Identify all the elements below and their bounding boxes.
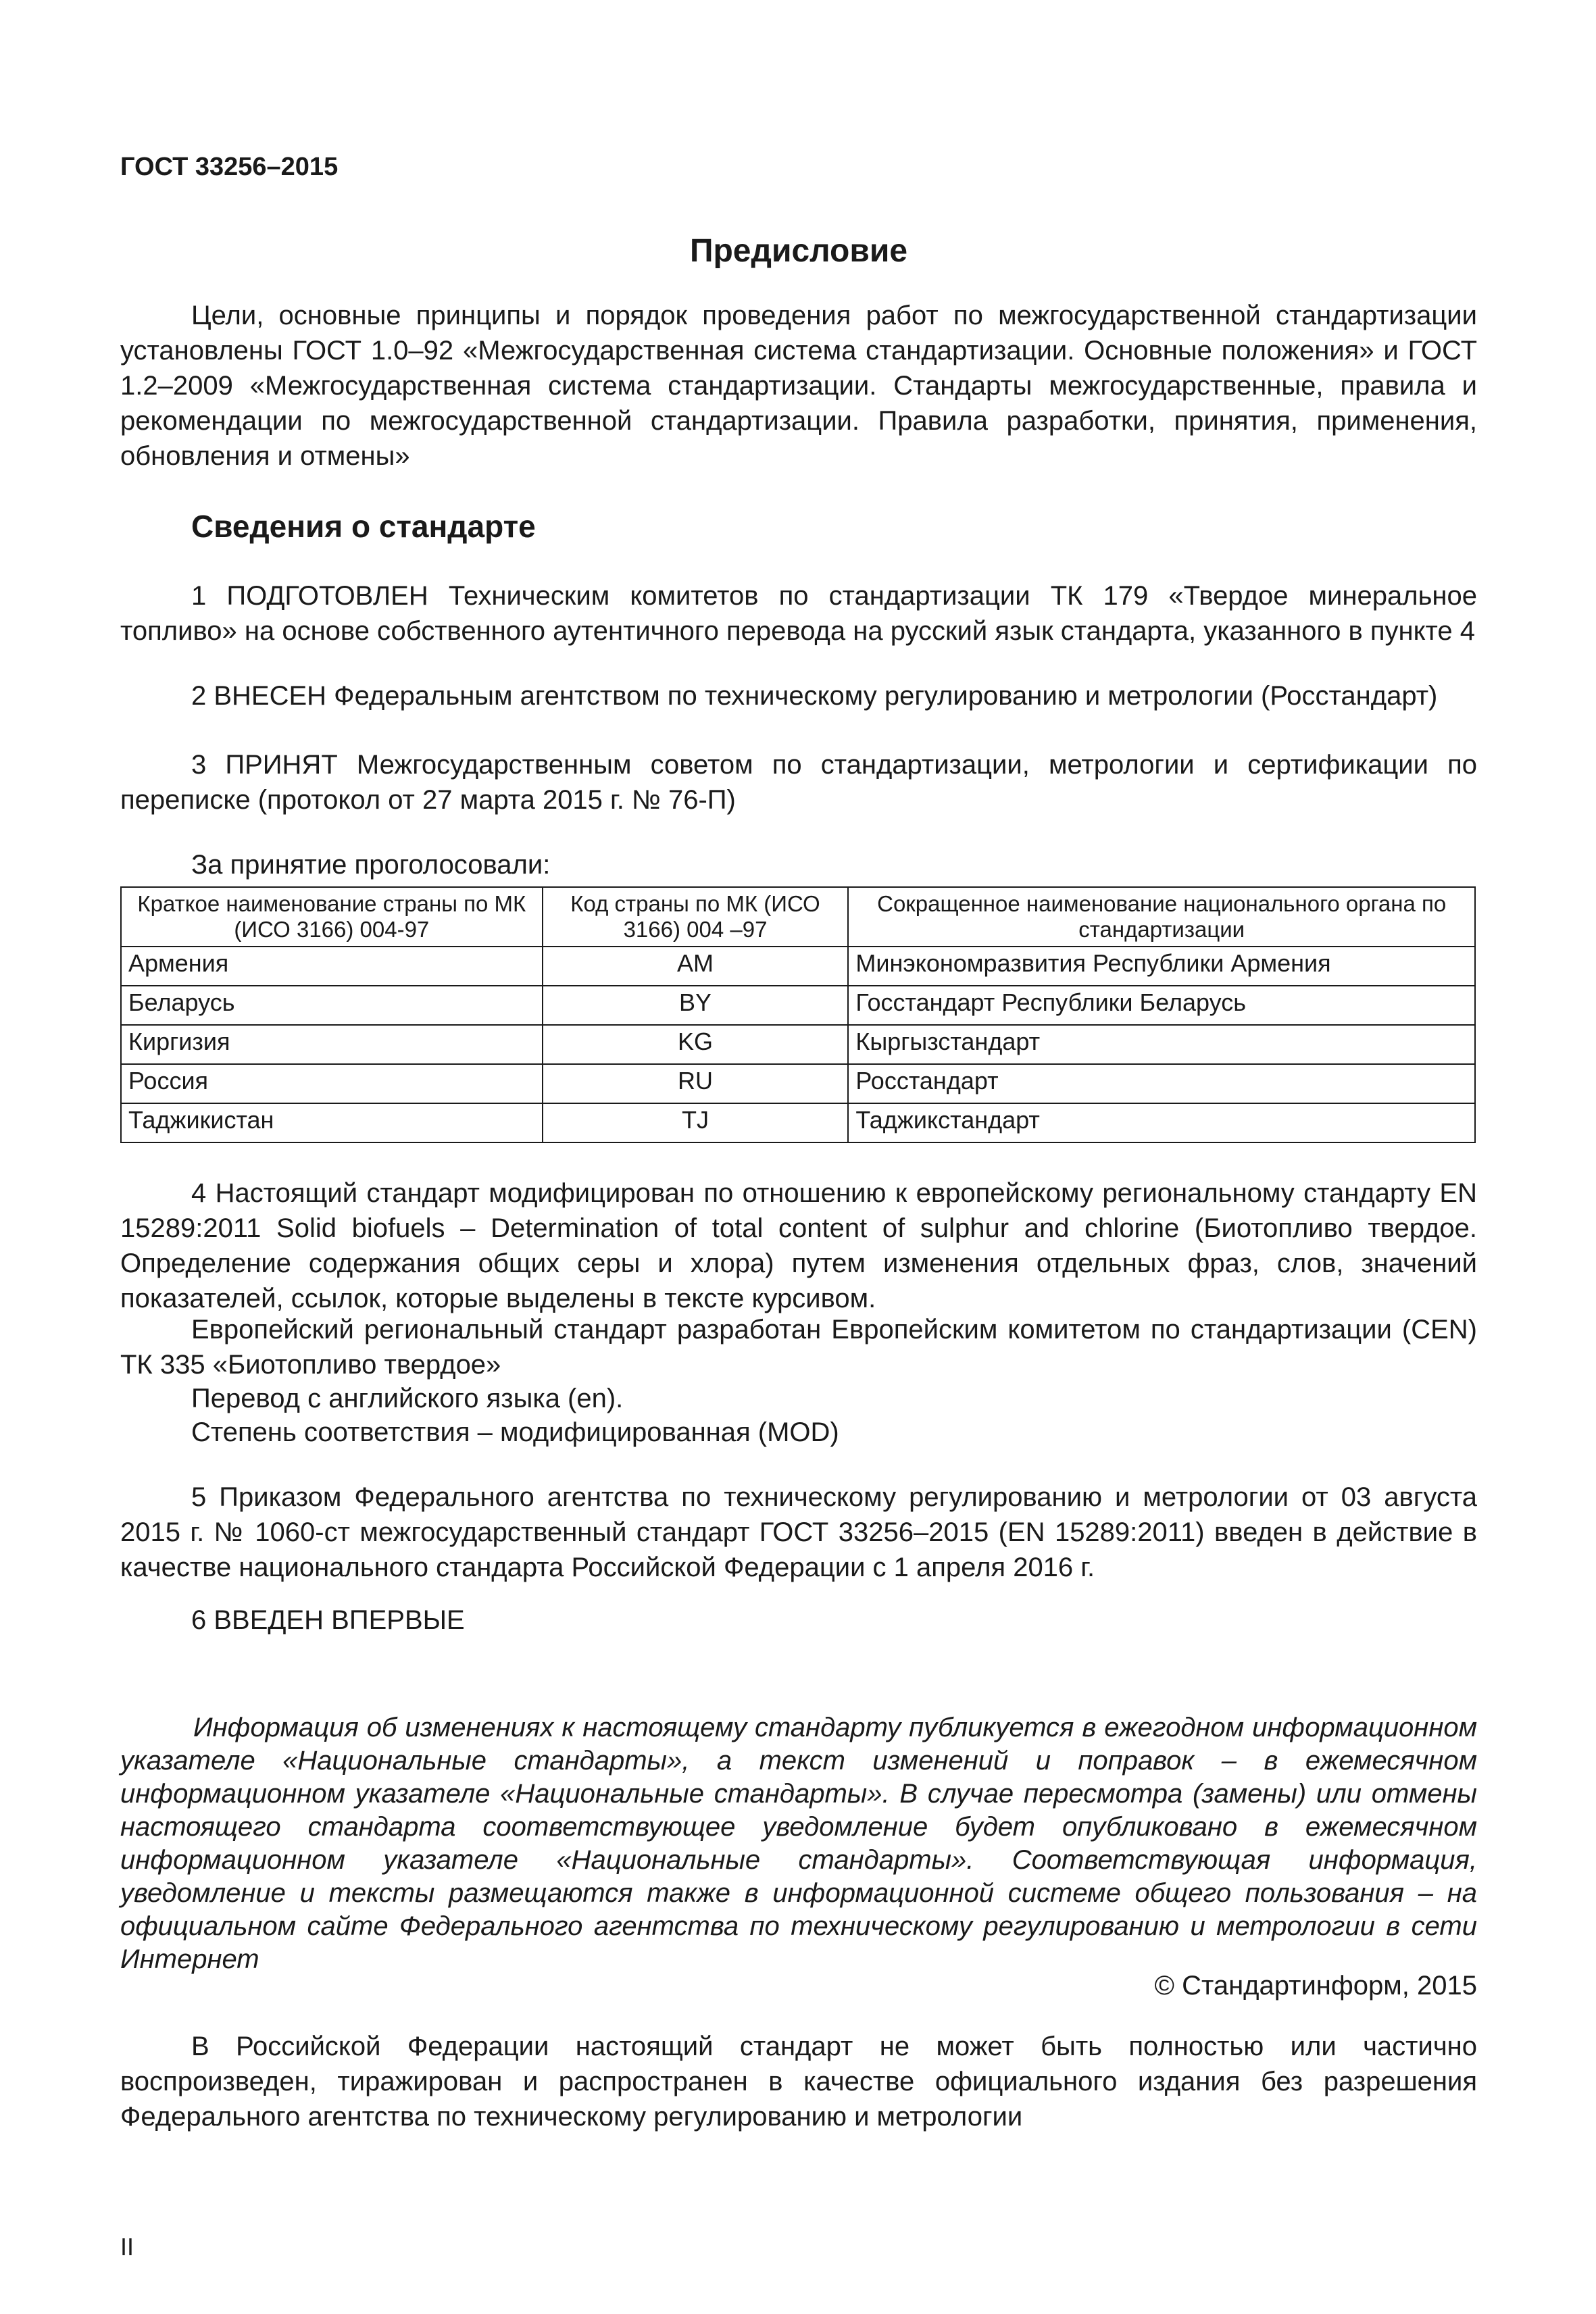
- country-name-cell: Армения: [121, 947, 543, 986]
- header-country-name: Краткое наименование страны по МК (ИСО 3166) 004-97: [121, 887, 543, 947]
- national-body-cell: Росстандарт: [848, 1064, 1475, 1103]
- voted-label: За принятие проголосовали:: [191, 850, 551, 880]
- copyright-line: © Стандартинформ, 2015: [1154, 1971, 1477, 2001]
- country-code-cell: BY: [543, 986, 849, 1025]
- info-item-4: 4 Настоящий стандарт модифицирован по отношению к европейскому региональному стандарту EN 15289:2011 Solid biofuels – Determination of total content of sulphur and chlorine (Биотопливо твердое. Определение содержания общих серы и хлора) путем изменения отдельных фраз, слов, значений показателей, ссылок, которые выделены в тексте курсивом.: [120, 1178, 1477, 1313]
- info-item-4-cen: Европейский региональный стандарт разработан Европейским комитетом по стандартизации (CEN) ТК 335 «Биотопливо твердое»: [120, 1315, 1477, 1380]
- info-title: Сведения о стандарте: [191, 509, 536, 544]
- preface-title: Предисловие: [689, 233, 908, 269]
- info-item-6: 6 ВВЕДЕН ВПЕРВЫЕ: [191, 1605, 465, 1635]
- reproduction-notice: В Российской Федерации настоящий стандарт не может быть полностью или частично воспроизведен, тиражирован и распространен в качестве официального издания без разрешения Федерального агентства по техническому регулированию и метрологии: [120, 2032, 1477, 2132]
- info-item-5: 5 Приказом Федерального агентства по техническому регулированию и метрологии от 03 августа 2015 г. № 1060-ст межгосударственный стандарт ГОСТ 33256–2015 (EN 15289:2011) введен в действие в качестве национального стандарта Российской Федерации с 1 апреля 2016 г.: [120, 1482, 1477, 1582]
- table-row: [121, 1064, 1475, 1103]
- table-row: [121, 1025, 1475, 1064]
- voting-table: [120, 886, 1476, 1143]
- country-code-cell: RU: [543, 1064, 849, 1103]
- country-name-cell: Беларусь: [121, 986, 543, 1025]
- table-header-row: [121, 887, 1475, 947]
- table-row: [121, 947, 1475, 986]
- info-item-1: 1 ПОДГОТОВЛЕН Техническим комитетов по стандартизации ТК 179 «Твердое минеральное топливо» на основе собственного аутентичного перевода на русский язык стандарта, указанного в пункте 4: [120, 581, 1477, 646]
- national-body-cell: Минэкономразвития Республики Армения: [848, 947, 1475, 986]
- table-row: [121, 986, 1475, 1025]
- amendments-notice: Информация об изменениях к настоящему стандарту публикуется в ежегодном информационном указателе «Национальные стандарты», а текст изменений и поправок – в ежемесячном информационном указателе «Национальные стандарты». В случае пересмотра (замены) или отмены настоящего стандарта соответствующее уведомление будет опубликовано в ежемесячном информационном указателе «Национальные стандарты». Соответствующая информация, уведомление и тексты размещаются также в информационной системе общего пользования – на официальном сайте Федерального агентства по техническому регулированию и метрологии в сети Интернет: [120, 1713, 1477, 1974]
- country-code-cell: KG: [543, 1025, 849, 1064]
- country-code-cell: TJ: [543, 1103, 849, 1142]
- info-item-3: 3 ПРИНЯТ Межгосударственным советом по стандартизации, метрологии и сертификации по переписке (протокол от 27 марта 2015 г. № 76-П): [120, 750, 1477, 815]
- info-item-4-translation: Перевод с английского языка (en).: [191, 1384, 624, 1413]
- preface-paragraph: Цели, основные принципы и порядок проведения работ по межгосударственной стандартизации установлены ГОСТ 1.0–92 «Межгосударственная система стандартизации. Основные положения» и ГОСТ 1.2–2009 «Межгосударственная система стандартизации. Стандарты межгосударственные, правила и рекомендации по межгосударственной стандартизации. Правила разработки, принятия, применения, обновления и отмены»: [120, 301, 1477, 471]
- table-row: [121, 1103, 1475, 1142]
- country-name-cell: Россия: [121, 1064, 543, 1103]
- country-name-cell: Киргизия: [121, 1025, 543, 1064]
- header-country-code: Код страны по МК (ИСО 3166) 004 –97: [543, 887, 849, 947]
- national-body-cell: Таджикстандарт: [848, 1103, 1475, 1142]
- national-body-cell: Кыргызстандарт: [848, 1025, 1475, 1064]
- national-body-cell: Госстандарт Республики Беларусь: [848, 986, 1475, 1025]
- country-name-cell: Таджикистан: [121, 1103, 543, 1142]
- info-item-2: 2 ВНЕСЕН Федеральным агентством по техническому регулированию и метрологии (Росстандарт): [191, 681, 1438, 711]
- info-item-4-degree: Степень соответствия – модифицированная (MOD): [191, 1417, 839, 1447]
- country-code-cell: AM: [543, 947, 849, 986]
- header-national-body: Сокращенное наименование национального органа по стандартизации: [848, 887, 1475, 947]
- page-number: II: [120, 2233, 134, 2261]
- standard-code: ГОСТ 33256–2015: [120, 153, 339, 181]
